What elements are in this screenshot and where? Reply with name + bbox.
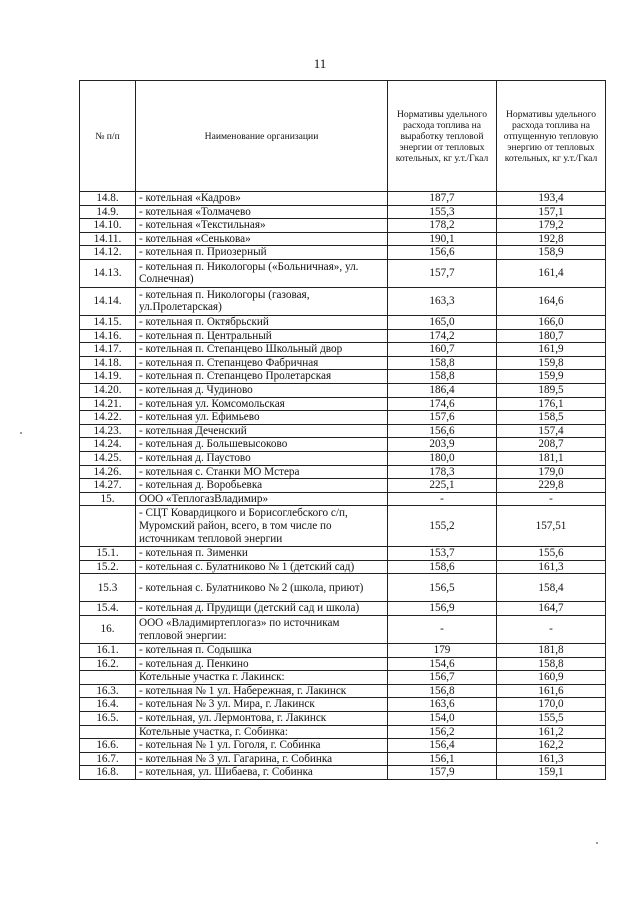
table-row — [80, 451, 606, 465]
table-row — [80, 657, 606, 671]
row-number: 14.27. — [80, 479, 136, 493]
row-norm-production: 155,3 — [388, 205, 497, 219]
table-row — [80, 547, 606, 561]
row-norm-supplied: 161,3 — [497, 560, 606, 574]
row-norm-supplied: 181,8 — [497, 644, 606, 658]
table-row — [80, 246, 606, 260]
row-norm-supplied: 176,1 — [497, 397, 606, 411]
row-norm-supplied: 161,9 — [497, 343, 606, 357]
row-norm-supplied: 160,9 — [497, 671, 606, 685]
row-norm-production: 160,7 — [388, 343, 497, 357]
row-organization: - котельная «Кадров» — [136, 192, 388, 206]
row-norm-production: 174,2 — [388, 329, 497, 343]
table-row — [80, 192, 606, 206]
row-organization: - котельная № 3 ул. Мира, г. Лакинск — [136, 698, 388, 712]
row-number: 14.19. — [80, 370, 136, 384]
row-norm-supplied: 164,6 — [497, 287, 606, 315]
row-norm-production: 190,1 — [388, 232, 497, 246]
table-row — [80, 356, 606, 370]
row-organization: - котельная «Толмачево — [136, 205, 388, 219]
row-organization: - котельная д. Прудищи (детский сад и школа) — [136, 602, 388, 616]
row-norm-production: 158,8 — [388, 356, 497, 370]
row-organization: ООО «Владимиртеплогаз» по источникам тепловой энергии: — [136, 616, 388, 644]
row-norm-production: 163,3 — [388, 287, 497, 315]
row-norm-production: 163,6 — [388, 698, 497, 712]
row-norm-production: 158,6 — [388, 560, 497, 574]
table-row — [80, 370, 606, 384]
row-number: 16.3. — [80, 684, 136, 698]
row-number — [80, 725, 136, 739]
row-number: 14.18. — [80, 356, 136, 370]
row-organization: - котельная, ул. Шибаева, г. Собинка — [136, 766, 388, 780]
row-norm-supplied: 180,7 — [497, 329, 606, 343]
row-organization: - котельная п. Зименки — [136, 547, 388, 561]
table-row — [80, 287, 606, 315]
table-row — [80, 644, 606, 658]
table-row — [80, 739, 606, 753]
table-row — [80, 205, 606, 219]
row-organization: Котельные участка, г. Собинка: — [136, 725, 388, 739]
table-row — [80, 712, 606, 726]
row-norm-production: - — [388, 492, 497, 506]
row-number: 15.2. — [80, 560, 136, 574]
row-number: 14.12. — [80, 246, 136, 260]
row-norm-supplied: 166,0 — [497, 315, 606, 329]
row-number: 14.20. — [80, 383, 136, 397]
row-number: 15.3 — [80, 574, 136, 602]
row-number — [80, 506, 136, 547]
row-norm-production: 157,6 — [388, 411, 497, 425]
header-organization: Наименование организации — [136, 81, 388, 192]
row-number: 16. — [80, 616, 136, 644]
table-row — [80, 383, 606, 397]
row-organization: - котельная д. Воробьевка — [136, 479, 388, 493]
fuel-norms-table — [79, 80, 606, 780]
row-norm-production: 187,7 — [388, 192, 497, 206]
row-norm-supplied: 159,9 — [497, 370, 606, 384]
row-norm-supplied: 161,3 — [497, 752, 606, 766]
row-number: 16.4. — [80, 698, 136, 712]
row-number: 14.24. — [80, 438, 136, 452]
row-number: 15. — [80, 492, 136, 506]
table-row — [80, 259, 606, 287]
row-norm-production: 179 — [388, 644, 497, 658]
table-row — [80, 465, 606, 479]
scan-speck — [596, 842, 598, 844]
table-row — [80, 479, 606, 493]
row-organization: - котельная «Текстильная» — [136, 219, 388, 233]
row-number: 14.14. — [80, 287, 136, 315]
row-number: 14.22. — [80, 411, 136, 425]
row-organization: - котельная Деченский — [136, 424, 388, 438]
row-norm-production: 156,7 — [388, 671, 497, 685]
row-norm-supplied: 159,1 — [497, 766, 606, 780]
row-number: 15.4. — [80, 602, 136, 616]
row-organization: - котельная п. Центральный — [136, 329, 388, 343]
row-norm-supplied: 181,1 — [497, 451, 606, 465]
row-norm-production: 157,9 — [388, 766, 497, 780]
row-organization: Котельные участка г. Лакинск: — [136, 671, 388, 685]
row-organization: - котельная № 1 ул. Гоголя, г. Собинка — [136, 739, 388, 753]
row-number: 16.8. — [80, 766, 136, 780]
row-organization: - котельная п. Степанцево Фабричная — [136, 356, 388, 370]
row-number: 14.21. — [80, 397, 136, 411]
table-row — [80, 343, 606, 357]
table-row — [80, 602, 606, 616]
row-norm-production: 153,7 — [388, 547, 497, 561]
row-number: 14.26. — [80, 465, 136, 479]
row-norm-supplied: 157,4 — [497, 424, 606, 438]
row-organization: - котельная ул. Ефимьево — [136, 411, 388, 425]
row-norm-supplied: 159,8 — [497, 356, 606, 370]
row-norm-supplied: 162,2 — [497, 739, 606, 753]
row-norm-supplied: 161,2 — [497, 725, 606, 739]
table-row — [80, 752, 606, 766]
row-norm-supplied: 192,8 — [497, 232, 606, 246]
row-organization: - котельная д. Чудиново — [136, 383, 388, 397]
row-norm-production: 156,1 — [388, 752, 497, 766]
header-norm-production: Нормативы удельного расхода топлива на выработку тепловой энергии от тепловых котельных, кг у.т./Гкал — [388, 81, 497, 192]
row-norm-supplied: 155,6 — [497, 547, 606, 561]
table-row — [80, 560, 606, 574]
row-organization: - котельная с. Булатниково № 1 (детский сад) — [136, 560, 388, 574]
row-norm-supplied: 208,7 — [497, 438, 606, 452]
table-row — [80, 424, 606, 438]
table-row — [80, 698, 606, 712]
row-number: 14.23. — [80, 424, 136, 438]
row-number: 14.9. — [80, 205, 136, 219]
row-number: 14.8. — [80, 192, 136, 206]
table-row — [80, 411, 606, 425]
row-number: 16.1. — [80, 644, 136, 658]
row-norm-production: 156,4 — [388, 739, 497, 753]
table-row — [80, 219, 606, 233]
row-organization: - котельная п. Октябрьский — [136, 315, 388, 329]
table-row — [80, 684, 606, 698]
row-norm-supplied: - — [497, 616, 606, 644]
row-norm-supplied: 189,5 — [497, 383, 606, 397]
row-organization: - котельная д. Большевысоково — [136, 438, 388, 452]
row-norm-supplied: 158,5 — [497, 411, 606, 425]
row-norm-supplied: 161,6 — [497, 684, 606, 698]
row-norm-supplied: 193,4 — [497, 192, 606, 206]
row-organization: - котельная п. Приозерный — [136, 246, 388, 260]
row-norm-supplied: 170,0 — [497, 698, 606, 712]
table-row — [80, 492, 606, 506]
table-row — [80, 671, 606, 685]
row-number: 16.2. — [80, 657, 136, 671]
row-norm-supplied: 179,0 — [497, 465, 606, 479]
row-norm-production: 178,2 — [388, 219, 497, 233]
row-norm-production: 156,8 — [388, 684, 497, 698]
scan-speck — [20, 432, 22, 434]
row-organization: - котельная «Сенькова» — [136, 232, 388, 246]
row-norm-production: 158,8 — [388, 370, 497, 384]
row-norm-production: 156,9 — [388, 602, 497, 616]
row-organization: - котельная с. Станки МО Мстера — [136, 465, 388, 479]
row-norm-supplied: 179,2 — [497, 219, 606, 233]
table-row — [80, 438, 606, 452]
row-organization: ООО «ТеплогазВладимир» — [136, 492, 388, 506]
row-norm-production: 180,0 — [388, 451, 497, 465]
row-norm-production: 156,5 — [388, 574, 497, 602]
table-row — [80, 232, 606, 246]
row-organization: - котельная п. Никологоры (газовая, ул.Пролетарская) — [136, 287, 388, 315]
row-number: 14.17. — [80, 343, 136, 357]
row-norm-supplied: 157,51 — [497, 506, 606, 547]
header-number: № п/п — [80, 81, 136, 192]
row-organization: - котельная ул. Комсомольская — [136, 397, 388, 411]
row-organization: - котельная п. Содышка — [136, 644, 388, 658]
table-row — [80, 315, 606, 329]
row-norm-supplied: 161,4 — [497, 259, 606, 287]
row-norm-supplied: 157,1 — [497, 205, 606, 219]
row-organization: - котельная с. Булатниково № 2 (школа, приют) — [136, 574, 388, 602]
table-row — [80, 329, 606, 343]
row-norm-production: 154,0 — [388, 712, 497, 726]
row-norm-supplied: - — [497, 492, 606, 506]
row-norm-production: 225,1 — [388, 479, 497, 493]
row-organization: - котельная № 1 ул. Набережная, г. Лакинск — [136, 684, 388, 698]
page-number: 11 — [313, 56, 327, 71]
row-organization: - котельная, ул. Лермонтова, г. Лакинск — [136, 712, 388, 726]
table-row — [80, 574, 606, 602]
row-norm-production: 156,6 — [388, 424, 497, 438]
table-row — [80, 506, 606, 547]
table-header-row — [80, 81, 606, 192]
row-organization: - котельная п. Степанцево Школьный двор — [136, 343, 388, 357]
table-body — [80, 192, 606, 780]
row-number: 14.10. — [80, 219, 136, 233]
table-row — [80, 397, 606, 411]
row-number — [80, 671, 136, 685]
row-norm-production: 156,2 — [388, 725, 497, 739]
row-organization: - СЦТ Ковардицкого и Борисоглебского с/п, Муромский район, всего, в том числе по источникам тепловой энергии — [136, 506, 388, 547]
row-organization: - котельная д. Пенкино — [136, 657, 388, 671]
row-norm-supplied: 158,8 — [497, 657, 606, 671]
row-number: 14.25. — [80, 451, 136, 465]
row-norm-supplied: 158,9 — [497, 246, 606, 260]
row-organization: - котельная д. Паустово — [136, 451, 388, 465]
row-norm-supplied: 229,8 — [497, 479, 606, 493]
row-organization: - котельная п. Никологоры («Больничная», ул. Солнечная) — [136, 259, 388, 287]
row-number: 16.7. — [80, 752, 136, 766]
row-organization: - котельная п. Степанцево Пролетарская — [136, 370, 388, 384]
row-norm-supplied: 158,4 — [497, 574, 606, 602]
row-norm-production: 154,6 — [388, 657, 497, 671]
header-norm-supplied: Нормативы удельного расхода топлива на отпущенную тепловую энергию от тепловых котельных, кг у.т./Гкал — [497, 81, 606, 192]
row-number: 14.16. — [80, 329, 136, 343]
row-norm-supplied: 155,5 — [497, 712, 606, 726]
row-norm-production: 156,6 — [388, 246, 497, 260]
row-norm-production: 155,2 — [388, 506, 497, 547]
row-norm-production: 165,0 — [388, 315, 497, 329]
row-number: 16.6. — [80, 739, 136, 753]
row-norm-production: 174,6 — [388, 397, 497, 411]
table-row — [80, 616, 606, 644]
row-number: 15.1. — [80, 547, 136, 561]
row-number: 14.13. — [80, 259, 136, 287]
row-norm-production: 178,3 — [388, 465, 497, 479]
table-row — [80, 766, 606, 780]
table-row — [80, 725, 606, 739]
row-norm-supplied: 164,7 — [497, 602, 606, 616]
row-norm-production: 186,4 — [388, 383, 497, 397]
row-norm-production: 157,7 — [388, 259, 497, 287]
row-organization: - котельная № 3 ул. Гагарина, г. Собинка — [136, 752, 388, 766]
row-number: 16.5. — [80, 712, 136, 726]
row-norm-production: 203,9 — [388, 438, 497, 452]
row-number: 14.15. — [80, 315, 136, 329]
row-norm-production: - — [388, 616, 497, 644]
row-number: 14.11. — [80, 232, 136, 246]
